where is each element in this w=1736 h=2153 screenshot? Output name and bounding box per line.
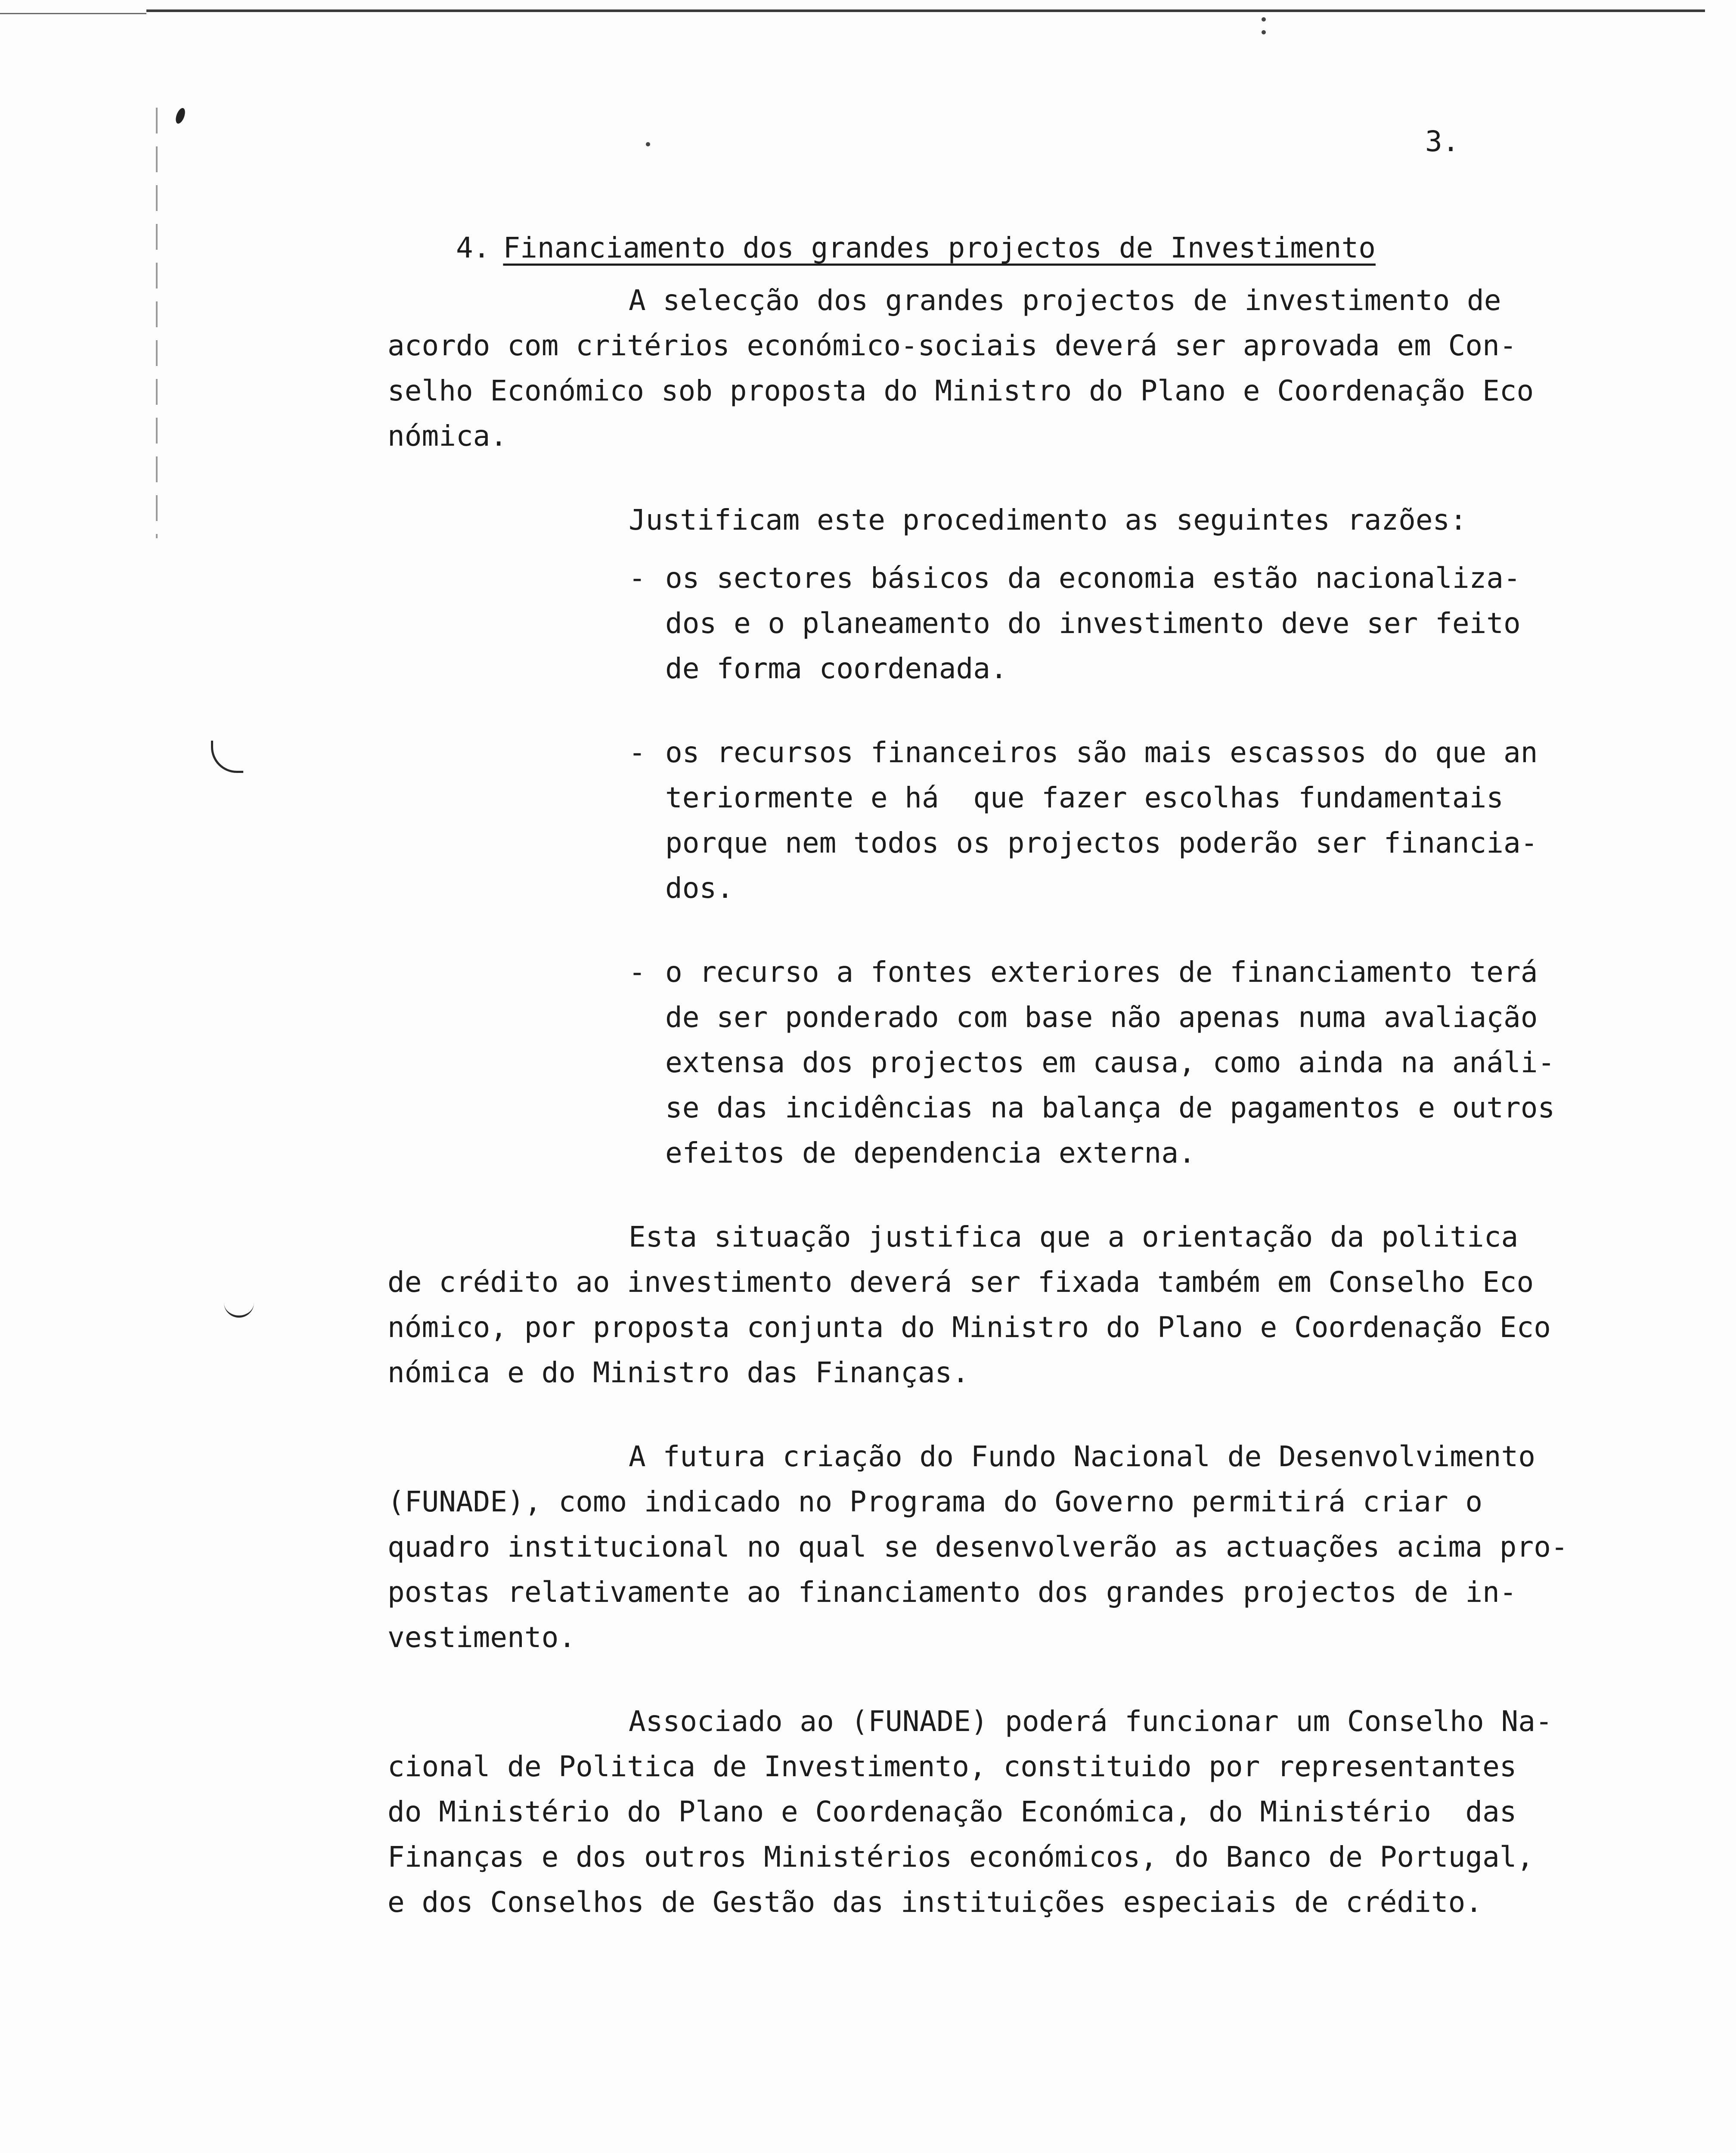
bullet-line: os sectores básicos da economia estão nacionaliza- xyxy=(665,562,1521,595)
paragraph-line: (FUNADE), como indicado no Programa do Governo permitirá criar o xyxy=(388,1485,1483,1518)
paragraph-line: nómica. xyxy=(388,419,508,453)
section-heading xyxy=(388,198,1376,298)
paragraph-line: cional de Politica de Investimento, constituido por representantes xyxy=(388,1750,1517,1783)
paragraph-line: selho Económico sob proposta do Ministro do Plano e Coordenação Eco xyxy=(388,374,1534,407)
paragraph-line: do Ministério do Plano e Coordenação Económica, do Ministério das xyxy=(388,1795,1517,1828)
ink-dot xyxy=(1262,17,1266,22)
bullet-dash: - xyxy=(629,736,646,769)
paragraph-line: Esta situação justifica que a orientação da politica xyxy=(629,1220,1519,1253)
bullet-line: de ser ponderado com base não apenas numa avaliação xyxy=(665,1001,1538,1034)
bullet-dash: - xyxy=(629,956,646,989)
paragraph-line: acordo com critérios económico-sociais deverá ser aprovada em Con- xyxy=(388,329,1517,362)
paragraph-line: quadro institucional no qual se desenvolverão as actuações acima pro- xyxy=(388,1530,1568,1564)
section-number: 4. xyxy=(456,231,490,264)
paragraph-line: Finanças e dos outros Ministérios económicos, do Banco de Portugal, xyxy=(388,1840,1534,1874)
bullet-line: o recurso a fontes exteriores de financiamento terá xyxy=(665,956,1538,989)
ink-blot xyxy=(174,107,187,125)
bullet-line: se das incidências na balança de pagamentos e outros xyxy=(665,1091,1555,1124)
bullet-line: teriormente e há que fazer escolhas fundamentais xyxy=(665,781,1504,814)
bullet-line: dos. xyxy=(665,872,734,905)
left-margin-line xyxy=(156,108,158,538)
bullet-line: efeitos de dependencia externa. xyxy=(665,1136,1196,1170)
page-number: 3. xyxy=(1425,125,1460,158)
bullet-line: porque nem todos os projectos poderão ser financia- xyxy=(665,826,1538,859)
list-intro: Justificam este procedimento as seguintes razões: xyxy=(629,503,1467,537)
top-edge-line xyxy=(0,13,146,14)
bullet-line: os recursos financeiros são mais escassos do que an xyxy=(665,736,1538,769)
paragraph-line: nómico, por proposta conjunta do Ministro do Plano e Coordenação Eco xyxy=(388,1311,1551,1344)
paragraph-line: vestimento. xyxy=(388,1621,576,1654)
bullet-dash: - xyxy=(629,562,646,595)
section-title: Financiamento dos grandes projectos de Investimento xyxy=(503,231,1376,264)
paragraph-line: e dos Conselhos de Gestão das instituições especiais de crédito. xyxy=(388,1886,1483,1919)
top-rule xyxy=(146,9,1705,12)
bullet-line: de forma coordenada. xyxy=(665,652,1008,685)
bullet-line: dos e o planeamento do investimento deve ser feito xyxy=(665,607,1521,640)
pen-mark xyxy=(224,1296,254,1318)
paragraph-line: postas relativamente ao financiamento dos grandes projectos de in- xyxy=(388,1576,1517,1609)
ink-dot xyxy=(1262,30,1266,34)
paragraph-line: A selecção dos grandes projectos de investimento de xyxy=(629,284,1501,317)
paragraph-line: Associado ao (FUNADE) poderá funcionar um Conselho Na- xyxy=(629,1705,1553,1738)
paragraph-line: A futura criação do Fundo Nacional de Desenvolvimento xyxy=(629,1440,1535,1473)
bullet-line: extensa dos projectos em causa, como ainda na análi- xyxy=(665,1046,1555,1079)
ink-dot xyxy=(646,142,650,146)
paragraph-line: nómica e do Ministro das Finanças. xyxy=(388,1356,970,1389)
paragraph-line: de crédito ao investimento deverá ser fixada também em Conselho Eco xyxy=(388,1266,1534,1299)
pen-mark xyxy=(211,741,243,773)
